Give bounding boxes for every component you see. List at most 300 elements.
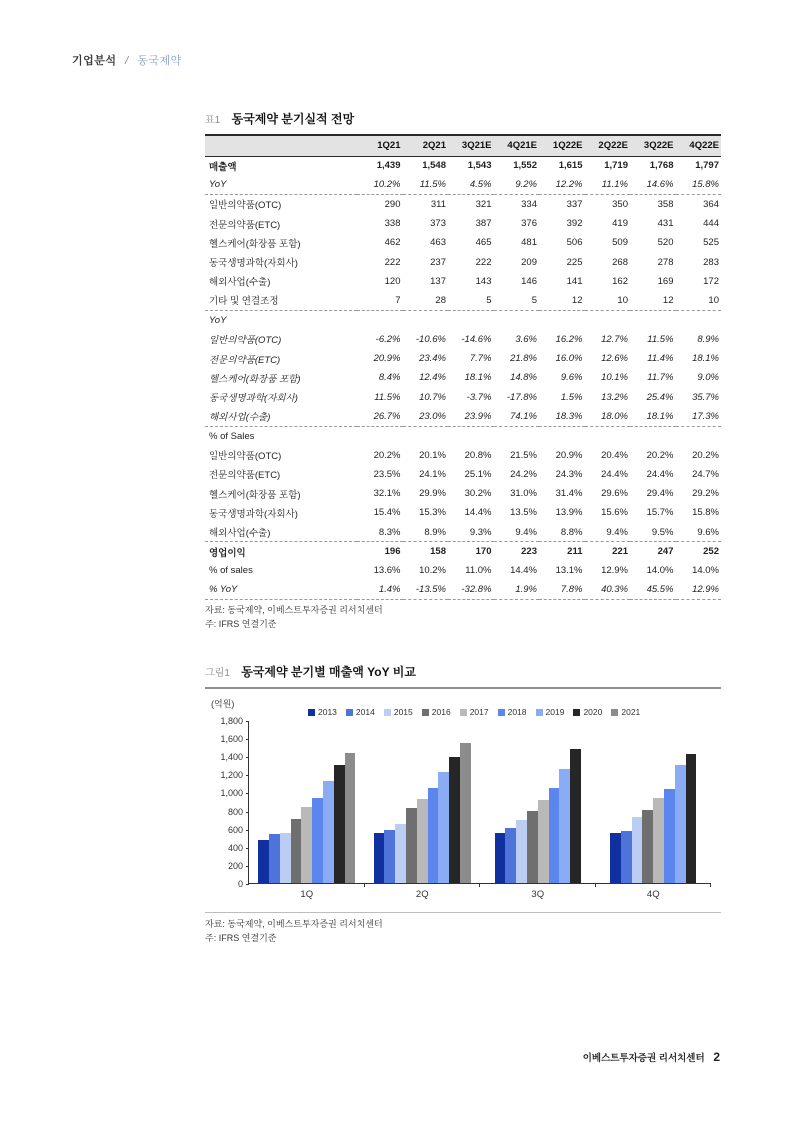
value-cell: 222	[475, 256, 492, 268]
value-cell: 15.6%	[601, 507, 628, 519]
value-cell: 225	[566, 256, 583, 268]
bar-2015-2Q	[395, 824, 406, 883]
table-row	[205, 195, 721, 214]
value-cell: 146	[521, 275, 537, 287]
y-axis-tick-mark	[246, 884, 249, 885]
row-label-cell: 헬스케어(화장품 포함)	[209, 373, 301, 385]
y-axis-tick-mark	[246, 757, 249, 758]
legend-label: 2015	[393, 707, 413, 717]
row-label-cell: % YoY	[205, 581, 357, 600]
y-axis-tick-label: 1,000	[220, 788, 243, 799]
table-tag: 표1	[205, 115, 221, 126]
value-cell: 465	[475, 237, 492, 249]
breadcrumb	[72, 52, 182, 68]
bar-2014-3Q	[505, 828, 516, 883]
x-axis-category-label: 4Q	[646, 889, 660, 900]
legend-label: 2019	[545, 707, 565, 717]
value-cell: 11.7%	[647, 372, 674, 384]
bar-2018-3Q	[549, 788, 560, 883]
value-cell: 21.5%	[510, 449, 537, 461]
chart-tag: 그림1	[205, 668, 230, 679]
footer-brand: 이베스트투자증권 리서치센터	[582, 1053, 705, 1064]
bar-2014-2Q	[384, 830, 395, 883]
value-cell: 444	[703, 218, 719, 230]
table-header-cell: 2Q21	[403, 135, 449, 156]
legend-item-2014	[346, 707, 375, 717]
value-cell	[357, 310, 403, 329]
value-cell: -14.6%	[461, 333, 492, 345]
breadcrumb-section: 기업분석	[72, 55, 117, 67]
value-cell: 23.4%	[419, 353, 446, 365]
value-cell: 8.9%	[403, 523, 449, 542]
bar-2016-2Q	[406, 808, 417, 883]
bar-2021-2Q	[460, 743, 471, 883]
value-cell: 11.0%	[465, 565, 492, 577]
row-label-cell: 헬스케어(화장품 포함)	[209, 238, 301, 250]
legend-item-2019	[536, 707, 565, 717]
bar-2018-1Q	[312, 798, 323, 883]
value-cell: 431	[657, 218, 674, 230]
legend-label: 2016	[431, 707, 451, 717]
value-cell: 13.9%	[555, 507, 583, 519]
legend-label: 2021	[621, 707, 641, 717]
value-cell: 9.4%	[585, 523, 631, 542]
value-cell: 18.1%	[692, 353, 719, 365]
table-row	[205, 291, 721, 310]
value-cell: 20.4%	[601, 449, 628, 461]
x-axis-category-label: 3Q	[531, 889, 545, 900]
value-cell	[448, 310, 494, 329]
value-cell: 211	[567, 546, 583, 558]
value-cell: 1.4%	[357, 581, 403, 600]
value-cell: 74.1%	[494, 407, 540, 426]
row-label-cell: 동국생명과학(자회사)	[209, 393, 298, 405]
value-cell: 45.5%	[630, 581, 676, 600]
value-cell: 11.4%	[647, 353, 674, 365]
row-label-cell: 전문의약품(ETC)	[209, 219, 281, 231]
table-row	[205, 581, 721, 600]
value-cell: 9.5%	[630, 523, 676, 542]
row-label-cell: 해외사업(수출)	[209, 277, 271, 289]
value-cell: 9.3%	[448, 523, 494, 542]
value-cell: 25.1%	[464, 468, 492, 480]
legend-label: 2020	[583, 707, 603, 717]
value-cell: 24.4%	[646, 468, 674, 480]
value-cell: 376	[521, 218, 537, 230]
value-cell: 13.1%	[555, 565, 583, 577]
y-axis-tick-label: 1,600	[220, 734, 243, 745]
legend-label: 2018	[507, 707, 527, 717]
value-cell	[630, 310, 676, 329]
bar-2013-3Q	[495, 833, 506, 883]
value-cell: 10	[585, 291, 631, 310]
value-cell: 9.6%	[676, 523, 722, 542]
y-axis-tick-mark	[246, 866, 249, 867]
legend-swatch	[573, 709, 580, 716]
bar-2013-4Q	[610, 833, 621, 883]
value-cell: 11.5%	[403, 175, 449, 194]
bar-2016-3Q	[527, 811, 538, 883]
value-cell: 337	[566, 198, 583, 210]
value-cell: 387	[475, 218, 492, 230]
value-cell: 463	[430, 237, 446, 249]
value-cell: 7.7%	[469, 353, 492, 365]
value-cell: 338	[384, 218, 401, 230]
row-label-cell: 헬스케어(화장품 포함)	[209, 489, 301, 501]
value-cell: -3.7%	[466, 391, 492, 403]
legend-item-2021	[611, 707, 640, 717]
table-row	[205, 542, 721, 561]
row-label-cell: 해외사업(수출)	[205, 407, 357, 426]
y-axis-tick-label: 200	[227, 860, 243, 871]
value-cell: 9.4%	[494, 523, 540, 542]
table-header-cell: 3Q22E	[630, 135, 676, 156]
value-cell: 10.1%	[601, 372, 628, 384]
value-cell: 11.1%	[585, 175, 631, 194]
x-axis-tick-mark	[595, 883, 596, 887]
value-cell: 30.2%	[464, 488, 492, 500]
value-cell: 17.3%	[676, 407, 722, 426]
value-cell: 7	[357, 291, 403, 310]
value-cell: 321	[475, 198, 492, 210]
y-axis-tick-label: 400	[227, 842, 243, 853]
value-cell: 14.0%	[692, 565, 719, 577]
value-cell: 506	[566, 237, 583, 249]
value-cell: 12.4%	[419, 372, 446, 384]
value-cell: 31.4%	[555, 488, 583, 500]
value-cell: 14.4%	[464, 507, 492, 519]
value-cell: -13.5%	[403, 581, 449, 600]
value-cell: 172	[703, 275, 719, 287]
chart-legend	[308, 707, 640, 717]
chart-section	[205, 663, 721, 946]
value-cell: 10.2%	[357, 175, 403, 194]
y-axis-tick-mark	[246, 848, 249, 849]
value-cell: 525	[703, 237, 719, 249]
value-cell: 24.2%	[510, 468, 537, 480]
value-cell: 12	[539, 291, 585, 310]
bar-2014-1Q	[269, 834, 280, 883]
value-cell: 20.1%	[419, 449, 446, 461]
x-axis-tick-mark	[479, 883, 480, 887]
legend-swatch	[498, 709, 505, 716]
row-label-cell: YoY	[209, 314, 227, 326]
page-footer	[583, 1050, 720, 1064]
value-cell: 1,797	[695, 160, 719, 172]
bar-2013-2Q	[374, 833, 385, 883]
value-cell: 20.8%	[464, 449, 492, 461]
table-row	[205, 484, 721, 503]
table-section	[205, 110, 721, 632]
value-cell: 290	[384, 198, 401, 210]
breadcrumb-separator: /	[125, 55, 129, 67]
chart-note: 주: IFRS 연결기준	[205, 932, 277, 943]
value-cell: 141	[566, 275, 583, 287]
table-title	[205, 110, 721, 127]
value-cell: 15.4%	[373, 507, 401, 519]
value-cell: 158	[430, 546, 446, 558]
value-cell: 18.3%	[539, 407, 585, 426]
value-cell: 14.8%	[510, 372, 537, 384]
row-label-cell: 동국생명과학(자회사)	[209, 258, 298, 270]
value-cell: 15.8%	[676, 175, 722, 194]
value-cell: -10.6%	[415, 333, 446, 345]
value-cell	[630, 426, 676, 445]
chart-source: 자료: 동국제약, 이베스트투자증권 리서치센터	[205, 919, 383, 929]
value-cell	[357, 426, 403, 445]
value-cell: 7.8%	[539, 581, 585, 600]
legend-swatch	[536, 709, 543, 716]
footer-page-number: 2	[713, 1050, 720, 1064]
table-row	[205, 523, 721, 542]
value-cell: 14.4%	[510, 565, 537, 577]
bar-2017-2Q	[417, 799, 428, 883]
value-cell: 13.2%	[601, 391, 628, 403]
row-label-cell: % of Sales	[209, 430, 255, 442]
legend-swatch	[346, 709, 353, 716]
table-row	[205, 233, 721, 252]
y-axis-tick-label: 1,200	[220, 770, 243, 781]
bar-2018-4Q	[664, 789, 675, 883]
table-row	[205, 156, 721, 175]
value-cell: 8.4%	[378, 372, 401, 384]
table-row	[205, 175, 721, 194]
row-label-cell: 매출액	[209, 161, 237, 173]
value-cell: 28	[403, 291, 449, 310]
legend-item-2013	[308, 707, 337, 717]
bar-2018-2Q	[428, 788, 439, 883]
bar-2020-3Q	[570, 749, 581, 883]
legend-swatch	[384, 709, 391, 716]
row-label-cell: 전문의약품(ETC)	[209, 354, 281, 366]
value-cell: 12.7%	[601, 333, 628, 345]
value-cell: 20.2%	[646, 449, 674, 461]
value-cell: 1,548	[422, 160, 446, 172]
value-cell: 137	[430, 275, 446, 287]
value-cell: 21.8%	[510, 353, 537, 365]
value-cell: 24.1%	[419, 468, 446, 480]
value-cell	[494, 426, 540, 445]
value-cell: 358	[657, 198, 674, 210]
bar-2017-1Q	[301, 807, 312, 883]
value-cell: 10	[676, 291, 722, 310]
value-cell	[539, 426, 585, 445]
value-cell: 31.0%	[510, 488, 537, 500]
value-cell: 40.3%	[585, 581, 631, 600]
value-cell: 29.9%	[419, 488, 446, 500]
table-row	[205, 252, 721, 271]
value-cell: 209	[521, 256, 537, 268]
value-cell: 283	[703, 256, 719, 268]
chart-title-rule	[205, 687, 721, 689]
value-cell: 32.1%	[373, 488, 401, 500]
value-cell: 1,552	[513, 160, 537, 172]
value-cell: 35.7%	[692, 391, 719, 403]
legend-item-2020	[573, 707, 602, 717]
row-label-cell: 해외사업(수출)	[205, 523, 357, 542]
value-cell: 11.5%	[374, 391, 401, 403]
bar-2020-1Q	[334, 765, 345, 883]
row-label-cell: 일반의약품(OTC)	[209, 451, 282, 463]
table-header-cell: 1Q21	[357, 135, 403, 156]
y-axis-tick-label: 800	[227, 806, 243, 817]
bar-2014-4Q	[621, 831, 632, 883]
value-cell: 1.5%	[560, 391, 583, 403]
value-cell: 10.2%	[419, 565, 446, 577]
x-axis-tick-mark	[364, 883, 365, 887]
legend-swatch	[460, 709, 467, 716]
legend-swatch	[308, 709, 315, 716]
value-cell: 392	[566, 218, 583, 230]
legend-item-2017	[460, 707, 489, 717]
table-body	[205, 156, 721, 600]
value-cell: 1.9%	[494, 581, 540, 600]
table-note: 주: IFRS 연결기준	[205, 619, 277, 630]
value-cell: 8.3%	[357, 523, 403, 542]
table-row	[205, 407, 721, 426]
value-cell: 24.4%	[601, 468, 628, 480]
table-header-cell: 4Q22E	[676, 135, 722, 156]
value-cell: 364	[703, 198, 719, 210]
row-label-cell: % of sales	[209, 565, 253, 577]
value-cell: 170	[475, 546, 492, 558]
y-axis-tick-mark	[246, 739, 249, 740]
value-cell: 520	[657, 237, 674, 249]
x-axis-tick-mark	[710, 883, 711, 887]
y-axis-tick-label: 1,400	[220, 752, 243, 763]
value-cell: 13.5%	[510, 507, 537, 519]
row-label-cell: 일반의약품(OTC)	[209, 200, 282, 212]
value-cell: 247	[657, 546, 674, 558]
value-cell: 4.5%	[448, 175, 494, 194]
value-cell: 29.2%	[692, 488, 719, 500]
legend-item-2015	[384, 707, 413, 717]
value-cell: 5	[494, 291, 540, 310]
value-cell: 9.2%	[494, 175, 540, 194]
bar-2015-4Q	[632, 817, 643, 883]
table-row	[205, 310, 721, 329]
value-cell: 419	[612, 218, 628, 230]
chart-source-rule	[205, 912, 721, 913]
table-title-text: 동국제약 분기실적 전망	[231, 112, 355, 126]
value-cell: 16.0%	[555, 353, 583, 365]
table-header-cell: 3Q21E	[448, 135, 494, 156]
value-cell: 11.5%	[647, 333, 674, 345]
value-cell: 13.6%	[373, 565, 401, 577]
value-cell: 350	[612, 198, 628, 210]
value-cell: 1,615	[558, 160, 583, 172]
table-header-row	[205, 135, 721, 156]
row-label-cell: 영업이익	[209, 547, 246, 559]
value-cell: 8.9%	[697, 333, 719, 345]
bar-2020-2Q	[449, 757, 460, 883]
table-row	[205, 349, 721, 368]
bar-2013-1Q	[258, 840, 269, 883]
value-cell: 196	[384, 546, 401, 558]
x-axis-category-label: 1Q	[300, 889, 314, 900]
value-cell: 12.9%	[601, 565, 628, 577]
value-cell: 162	[612, 275, 628, 287]
value-cell: 15.7%	[646, 507, 674, 519]
value-cell: 20.2%	[692, 449, 719, 461]
value-cell: 24.7%	[692, 468, 719, 480]
chart-title-text: 동국제약 분기별 매출액 YoY 비교	[241, 665, 416, 679]
quarterly-forecast-table	[205, 134, 721, 600]
table-header-cell: 1Q22E	[539, 135, 585, 156]
value-cell	[494, 310, 540, 329]
y-axis-tick-mark	[246, 775, 249, 776]
table-source: 자료: 동국제약, 이베스트투자증권 리서치센터	[205, 605, 383, 616]
table-row	[205, 426, 721, 445]
value-cell: 252	[703, 546, 719, 558]
legend-swatch	[611, 709, 618, 716]
bar-2016-4Q	[642, 810, 653, 883]
table-row	[205, 214, 721, 233]
value-cell: 334	[521, 198, 537, 210]
y-axis-unit-label: (억원)	[211, 699, 235, 709]
value-cell: 24.3%	[555, 468, 583, 480]
value-cell: 120	[384, 275, 401, 287]
value-cell: -32.8%	[448, 581, 494, 600]
legend-item-2016	[422, 707, 451, 717]
value-cell: 14.0%	[646, 565, 674, 577]
value-cell: 25.4%	[646, 391, 674, 403]
bar-2019-1Q	[323, 781, 334, 883]
y-axis-tick-mark	[246, 721, 249, 722]
value-cell: 18.0%	[585, 407, 631, 426]
value-cell	[448, 426, 494, 445]
value-cell	[585, 310, 631, 329]
value-cell: 20.9%	[373, 353, 401, 365]
value-cell: 16.2%	[555, 333, 583, 345]
breadcrumb-company-link[interactable]: 동국제약	[137, 55, 182, 67]
value-cell: 12.2%	[539, 175, 585, 194]
value-cell: 29.6%	[601, 488, 628, 500]
value-cell: 12	[630, 291, 676, 310]
value-cell: 12.9%	[676, 581, 722, 600]
value-cell: 15.8%	[692, 507, 719, 519]
value-cell	[403, 310, 449, 329]
value-cell: 373	[430, 218, 446, 230]
value-cell: 8.8%	[539, 523, 585, 542]
value-cell: 12.6%	[601, 353, 628, 365]
table-header-empty-cell	[205, 135, 357, 156]
value-cell: 278	[657, 256, 674, 268]
table-row	[205, 272, 721, 291]
bar-2019-3Q	[559, 769, 570, 883]
value-cell: 1,719	[604, 160, 628, 172]
value-cell: -17.8%	[506, 391, 537, 403]
bar-2019-4Q	[675, 765, 686, 883]
row-label-cell: 기타 및 연결조정	[205, 291, 357, 310]
value-cell: 15.3%	[419, 507, 446, 519]
value-cell: 18.1%	[630, 407, 676, 426]
value-cell: 237	[430, 256, 446, 268]
value-cell	[676, 426, 722, 445]
value-cell: 1,439	[376, 160, 401, 172]
table-row	[205, 388, 721, 407]
value-cell: 3.6%	[515, 333, 537, 345]
table-row	[205, 330, 721, 349]
bar-2015-3Q	[516, 820, 527, 883]
x-axis-category-label: 2Q	[415, 889, 429, 900]
table-row	[205, 503, 721, 522]
bar-2017-3Q	[538, 800, 549, 883]
bar-2015-1Q	[280, 833, 291, 883]
value-cell: 20.9%	[555, 449, 583, 461]
value-cell	[539, 310, 585, 329]
table-header-cell: 4Q21E	[494, 135, 540, 156]
